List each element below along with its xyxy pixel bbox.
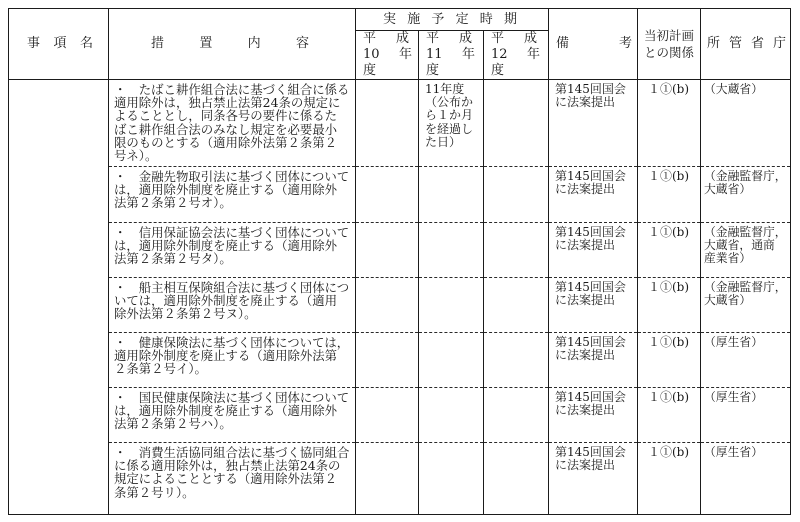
header-item-name (9, 9, 109, 80)
fy12-text (484, 278, 548, 281)
ministry-text: （厚生省） (704, 390, 763, 404)
relation-cell (638, 333, 701, 388)
item-name-cell (9, 80, 109, 515)
relation-text: １①(b) (648, 225, 690, 239)
table-row (9, 333, 791, 388)
fy11-cell (419, 223, 484, 278)
remarks-text: 第145回国会 に法案提出 (555, 280, 626, 308)
relation-cell (638, 167, 701, 223)
fy12-text (484, 443, 548, 446)
header-schedule-label: 実 施 予 定 時 期 (383, 11, 517, 27)
measure-cell (109, 278, 356, 333)
table-row (9, 443, 791, 515)
relation-cell (638, 278, 701, 333)
ministry-cell (701, 223, 791, 278)
header-row-top (9, 9, 791, 31)
measure-text: ・ 信用保証協会法に基づく団体について は，適用除外制度を廃止する（適用除外 法第２条第２号タ）。 (114, 225, 350, 267)
ministry-text: （金融監督庁， 大蔵省） (704, 280, 787, 308)
fy10-text (356, 223, 418, 226)
relation-text: １①(b) (648, 445, 690, 459)
measure-cell (109, 333, 356, 388)
ministry-text: （厚生省） (704, 335, 763, 349)
measure-cell (109, 223, 356, 278)
fy10-cell (356, 80, 419, 167)
ministry-text: （厚生省） (704, 445, 763, 459)
remarks-cell (549, 167, 638, 223)
fy10-cell (356, 443, 419, 515)
fy12-text (484, 223, 548, 226)
ministry-text: （大蔵省） (704, 82, 763, 96)
remarks-text: 第145回国会 に法案提出 (555, 225, 626, 253)
fy11-cell (419, 333, 484, 388)
fy10-cell (356, 388, 419, 443)
relation-cell (638, 223, 701, 278)
remarks-text: 第145回国会 に法案提出 (555, 82, 626, 110)
fy10-cell (356, 333, 419, 388)
table-header (9, 9, 791, 80)
ministry-cell (701, 443, 791, 515)
header-ministry (701, 9, 791, 80)
measure-cell (109, 80, 356, 167)
header-relation (638, 9, 701, 80)
ministry-text: （金融監督庁， 大蔵省） (704, 169, 787, 197)
header-fy10-year: 10 年 度 (363, 47, 412, 78)
measure-cell (109, 388, 356, 443)
ministry-cell (701, 167, 791, 223)
header-schedule (356, 9, 549, 31)
measure-text: ・ たばこ耕作組合法に基づく組合に係る 適用除外は，独占禁止法第24条の規定に よることとし，同条各号の要件に係るた ばこ耕作組合法のみなし規定を必要最小 限のものとする（適用除外法第２条第２ 号ネ）。 (114, 82, 350, 164)
remarks-cell (549, 223, 638, 278)
fy11-text: 11年度 （公布か ら１か月 を経過し た日） (425, 82, 474, 149)
fy12-cell (484, 167, 549, 223)
header-fy11-era: 平 成 (426, 31, 472, 46)
table-row (9, 80, 791, 167)
fy12-text (484, 167, 548, 170)
table-row (9, 388, 791, 443)
header-fy12 (484, 31, 549, 80)
measure-cell (109, 443, 356, 515)
header-ministry-label: 所 管 省 庁 (707, 36, 786, 51)
fy11-cell (419, 80, 484, 167)
fy12-text (484, 80, 548, 83)
relation-cell (638, 80, 701, 167)
relation-cell (638, 443, 701, 515)
fy10-text (356, 167, 418, 170)
fy11-cell (419, 443, 484, 515)
remarks-text: 第145回国会 に法案提出 (555, 335, 626, 363)
measure-text: ・ 健康保険法に基づく団体については， 適用除外制度を廃止する（適用除外法第 ２条第２号イ）。 (114, 335, 350, 377)
table-row (9, 278, 791, 333)
remarks-cell (549, 443, 638, 515)
header-item-name-label: 事 項 名 (27, 36, 93, 51)
ministry-cell (701, 388, 791, 443)
remarks-text: 第145回国会 に法案提出 (555, 445, 626, 473)
remarks-text: 第145回国会 に法案提出 (555, 390, 626, 418)
fy12-cell (484, 80, 549, 167)
fy12-text (484, 333, 548, 336)
fy11-cell (419, 278, 484, 333)
table-row (9, 167, 791, 223)
table-body (9, 80, 791, 515)
relation-cell (638, 388, 701, 443)
fy11-cell (419, 388, 484, 443)
fy11-text (419, 333, 483, 336)
header-remarks-label: 備 考 (556, 36, 632, 51)
measure-text: ・ 国民健康保険法に基づく団体について は，適用除外制度を廃止する（適用除外 法第２条第２号ハ）。 (114, 390, 350, 432)
fy11-cell (419, 167, 484, 223)
fy11-text (419, 278, 483, 281)
fy10-text (356, 388, 418, 391)
fy10-text (356, 443, 418, 446)
ministry-text: （金融監督庁， 大蔵省，通商 産業省） (704, 225, 787, 266)
fy10-text (356, 333, 418, 336)
relation-text: １①(b) (648, 169, 690, 183)
ministry-cell (701, 80, 791, 167)
header-fy11-year: 11 年 度 (426, 47, 475, 78)
relation-text: １①(b) (648, 335, 690, 349)
measure-text: ・ 金融先物取引法に基づく団体について は，適用除外制度を廃止する（適用除外 法第２条第２号オ）。 (114, 169, 350, 211)
measure-cell (109, 167, 356, 223)
header-measure (109, 9, 356, 80)
fy12-cell (484, 333, 549, 388)
measure-text: ・ 船主相互保険組合法に基づく団体につ いては，適用除外制度を廃止する（適用 除外法第２条第２号ヌ）。 (114, 280, 350, 322)
fy12-text (484, 388, 548, 391)
fy10-text (356, 278, 418, 281)
measure-text: ・ 消費生活協同組合法に基づく協同組合 に係る適用除外は，独占禁止法第24条の 規定によることとする（適用除外法第２ 条第２号リ）。 (114, 445, 350, 500)
remarks-cell (549, 278, 638, 333)
fy12-cell (484, 443, 549, 515)
header-fy12-year: 12 年 度 (491, 47, 540, 78)
remarks-cell (549, 333, 638, 388)
measures-table (8, 8, 791, 515)
header-fy10-era: 平 成 (363, 31, 409, 46)
header-fy10 (356, 31, 419, 80)
ministry-cell (701, 333, 791, 388)
relation-text: １①(b) (648, 82, 690, 96)
header-relation-label: 当初計画 との関係 (643, 28, 694, 60)
remarks-cell (549, 388, 638, 443)
remarks-text: 第145回国会 に法案提出 (555, 169, 626, 197)
fy11-text (419, 388, 483, 391)
header-fy12-era: 平 成 (491, 31, 537, 46)
header-fy11 (419, 31, 484, 80)
remarks-cell (549, 80, 638, 167)
header-remarks (549, 9, 638, 80)
ministry-cell (701, 278, 791, 333)
header-measure-label: 措 置 内 容 (151, 36, 309, 51)
table-row (9, 223, 791, 278)
fy12-cell (484, 223, 549, 278)
fy10-cell (356, 223, 419, 278)
fy12-cell (484, 278, 549, 333)
fy10-cell (356, 167, 419, 223)
relation-text: １①(b) (648, 280, 690, 294)
fy12-cell (484, 388, 549, 443)
fy11-text (419, 223, 483, 226)
relation-text: １①(b) (648, 390, 690, 404)
fy10-cell (356, 278, 419, 333)
fy11-text (419, 443, 483, 446)
fy11-text (419, 167, 483, 170)
fy10-text (356, 80, 418, 83)
